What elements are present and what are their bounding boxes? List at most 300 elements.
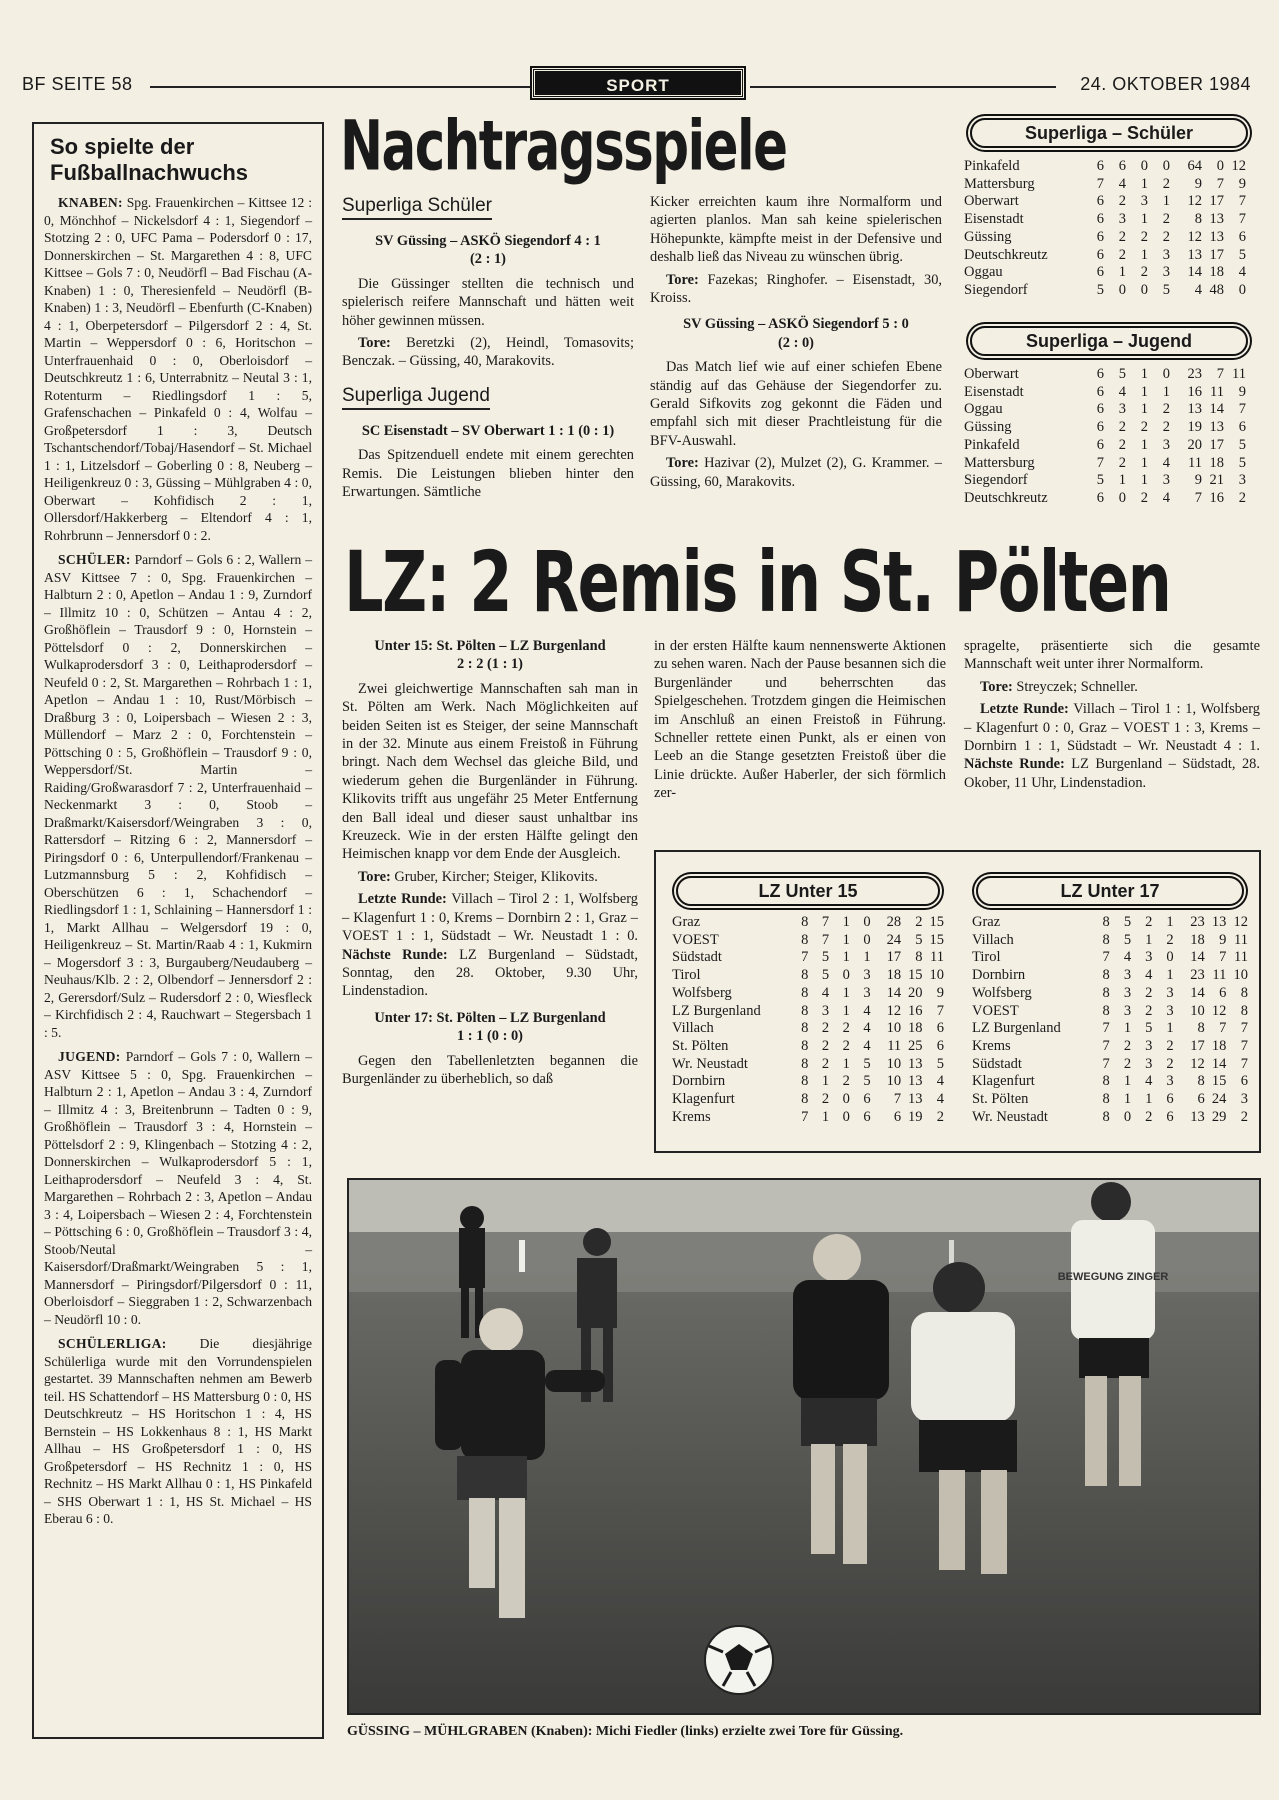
stat-cell: 9 <box>1194 175 1202 192</box>
stat-cell: 2 <box>1162 228 1170 245</box>
stat-cell: 6 <box>1096 264 1104 281</box>
match-report: in der ersten Hälfte kaum nennenswerte Aktionen zu sehen waren. Nach der Pause besannen sich die Burgenländer und beherrschten das Spielgeschehen. Trotzdem gingen die Heimischen im Anschluß an einen Freistoß in Führung. Schneller rettete einen Punkt, als er einen von Leeb an die Stange gesetzten Freistoß über die Linie drückte. Außer Haberler, der sich förmlich zer- <box>654 638 946 802</box>
stat-cell: 12 <box>1187 228 1202 245</box>
team-name: VOEST <box>972 1002 1019 1019</box>
stat-cell: 7 <box>1240 1020 1248 1037</box>
stat-cell: 7 <box>1102 1020 1110 1037</box>
stat-cell: 2 <box>1140 228 1148 245</box>
scorers-text: Gruber, Kircher; Steiger, Klikovits. <box>390 868 598 885</box>
stat-cell: 10 <box>1233 967 1248 984</box>
stat-cell: 0 <box>1166 949 1174 966</box>
photo-caption: GÜSSING – MÜHLGRABEN (Knaben): Michi Fiedler (links) erzielte zwei Tore für Güssing. <box>347 1724 904 1739</box>
stat-cell: 7 <box>1194 489 1202 506</box>
stat-cell: 1 <box>1145 1091 1153 1108</box>
stat-cell: 17 <box>1209 193 1224 210</box>
match-scorers <box>964 678 1260 696</box>
stat-cell: 6 <box>1118 158 1126 174</box>
stat-cell: 6 <box>1166 1108 1174 1125</box>
stat-cell: 13 <box>1187 401 1202 418</box>
stat-cell: 0 <box>842 967 850 984</box>
stat-cell: 1 <box>1140 401 1148 418</box>
table-row <box>964 264 1246 282</box>
stat-cell: 13 <box>1187 246 1202 263</box>
stat-cell: 2 <box>1123 1037 1132 1054</box>
stat-cell: 0 <box>1140 281 1148 298</box>
stat-cell: 4 <box>936 1091 944 1108</box>
stat-cell: 10 <box>886 1055 902 1072</box>
stat-cell: 0 <box>1140 158 1148 174</box>
stat-cell: 8 <box>801 1037 809 1054</box>
table-row <box>964 384 1246 402</box>
stat-cell: 10 <box>886 1020 902 1037</box>
stat-cell: 1 <box>1140 366 1148 382</box>
scorers-text: Hazivar (2), Mulzet (2), G. Krammer. – Güssing, 60, Marakovits. <box>650 455 942 490</box>
stat-cell: 0 <box>1216 158 1224 174</box>
team-name: VOEST <box>672 931 719 948</box>
stat-cell: 7 <box>1096 175 1104 192</box>
stat-cell: 6 <box>936 1020 944 1037</box>
stat-cell: 5 <box>863 1073 871 1090</box>
stat-cell: 4 <box>863 1037 871 1054</box>
stat-cell: 15 <box>929 931 944 948</box>
results-text: Parndorf – Gols 7 : 0, Wallern – ASV Kittsee 5 : 0, Spg. Frauenkirchen – Halbturn 2 : 1, Apetlon – Andau 3 : 4, Zurndorf – Illmitz 4 : 3, Breitenbrunn – Tadten 0 : 9, Großhöflein – Trausdorf 3 : 4, Hornstein – Pöttelsdorf 2 : 9, Klingenbach – Stotzing 4 : 2, Donnerskirchen – Wulkaprodersdorf 5 : 1, Leithaprodersdorf – Neufeld 3 : 4, St. Margarethen – Rohrbach 2 : 3, Apetlon – Andau 3 : 4, Loipersbach – Wiesen 2 : 4, Forchtenstein – Pöttsching 6 : 0, Großhöflein – Trausdorf 3 : 4, Stoob/Neutal – Kaisersdorf/Draßmarkt/Weingraben 5 : 1, Mannersdorf – Piringsdorf/Pilgersdorf 0 : 11, Oberloisdorf – Sieggraben 1 : 2, Schwarzenbach – Neudörfl 10 : 0. <box>44 1049 312 1327</box>
match-report: Das Match lief wie auf einer schiefen Ebene ständig auf das Gehäuse der Siegendorfer zu. Gerald Sifkovits zog gekonnt die Fäden und empfahl sich mit dieser Prachtleistung für die BFV-Auswahl. <box>650 359 942 449</box>
stat-cell: 6 <box>1096 158 1104 174</box>
stat-cell: 5 <box>863 1055 871 1072</box>
last-round <box>964 700 1260 792</box>
stat-cell: 17 <box>886 949 902 966</box>
youth-results-title: So spielte der Fußballnachwuchs <box>50 134 249 185</box>
stat-cell: 23 <box>1190 914 1205 930</box>
stat-cell: 13 <box>908 1055 923 1072</box>
table-row <box>964 229 1246 247</box>
stat-cell: 14 <box>886 984 902 1001</box>
stat-cell: 3 <box>1166 984 1174 1001</box>
stat-cell: 11 <box>1234 931 1248 948</box>
stat-cell: 9 <box>1194 472 1202 489</box>
stat-cell: 1 <box>842 931 850 948</box>
stat-cell: 2 <box>821 1055 830 1072</box>
stat-cell: 13 <box>1209 228 1224 245</box>
results-schueler <box>44 551 312 1041</box>
next-round-text: LZ Burgenland – Südstadt, Sonntag, den 28. Oktober, 9.30 Uhr, Lindenstadion. <box>342 946 638 1000</box>
match-report: spragelte, präsentierte sich die gesamte Mannschaft weit unter ihrer Normalform. <box>964 638 1260 673</box>
stat-cell: 7 <box>1238 193 1246 210</box>
stat-cell: 0 <box>1118 281 1126 298</box>
stat-cell: 1 <box>1166 914 1174 930</box>
results-lead: JUGEND: <box>58 1049 121 1064</box>
stat-cell: 2 <box>1145 1002 1153 1019</box>
stat-cell: 8 <box>801 984 809 1001</box>
standings-table <box>972 914 1248 1126</box>
stat-cell: 4 <box>936 1073 944 1090</box>
results-jugend <box>44 1048 312 1328</box>
stat-cell: 6 <box>1238 419 1246 436</box>
table-row <box>972 1073 1248 1091</box>
stat-cell: 11 <box>1234 949 1248 966</box>
stat-cell: 2 <box>1162 401 1170 418</box>
stat-cell: 7 <box>1219 1020 1227 1037</box>
stat-cell: 5 <box>1238 436 1246 453</box>
stat-cell: 8 <box>1102 984 1110 1001</box>
team-name: St. Pölten <box>972 1091 1029 1108</box>
standings-table <box>964 158 1246 300</box>
table-row <box>972 1056 1248 1074</box>
stat-cell: 1 <box>1123 1020 1132 1037</box>
header-rule-right <box>750 86 1056 88</box>
stat-cell: 6 <box>1096 211 1104 228</box>
stat-cell: 14 <box>1209 401 1224 418</box>
team-name: Siegendorf <box>964 281 1028 298</box>
stat-cell: 2 <box>1118 436 1126 453</box>
stat-cell: 2 <box>1238 489 1246 506</box>
stat-cell: 3 <box>1162 436 1170 453</box>
scorers-text: Fazekas; Ringhofer. – Eisenstadt, 30, Kroiss. <box>650 271 942 307</box>
team-name: Villach <box>672 1020 714 1037</box>
stat-cell: 6 <box>1096 436 1104 453</box>
photo-illustration <box>349 1180 1259 1713</box>
stat-cell: 18 <box>886 967 902 984</box>
stat-cell: 3 <box>1145 1037 1153 1054</box>
results-lead: SCHÜLERLIGA: <box>58 1336 167 1351</box>
stat-cell: 14 <box>1190 984 1205 1001</box>
stat-cell: 6 <box>1096 489 1104 506</box>
stat-cell: 23 <box>1190 967 1205 984</box>
table-row <box>672 1003 944 1021</box>
stat-cell: 2 <box>1140 419 1148 436</box>
standings-table <box>672 914 944 1126</box>
scorers-text: Streyczek; Schneller. <box>1012 678 1138 695</box>
team-name: Villach <box>972 931 1014 948</box>
team-name: Wolfsberg <box>972 984 1032 1001</box>
stat-cell: 2 <box>1162 419 1170 436</box>
shirt-print: BEWEGUNG ZINGER <box>1057 1271 1169 1283</box>
stat-cell: 1 <box>1123 1091 1132 1108</box>
stat-cell: 7 <box>1238 211 1246 228</box>
team-name: Wr. Neustadt <box>672 1055 748 1072</box>
superliga-jugend-table <box>964 326 1254 508</box>
table-title: Superliga – Schüler <box>970 118 1248 148</box>
stat-cell: 24 <box>1211 1091 1227 1108</box>
stat-cell: 10 <box>1190 1002 1205 1019</box>
headline-nachtragsspiele: Nachtragsspiele <box>340 105 787 187</box>
superliga-schueler-table <box>964 118 1254 300</box>
stat-cell: 2 <box>1145 984 1153 1001</box>
table-row <box>964 247 1246 265</box>
results-lead: KNABEN: <box>58 195 123 210</box>
stat-cell: 11 <box>887 1037 902 1054</box>
stat-cell: 17 <box>1209 246 1224 263</box>
lz-u15-table <box>672 876 944 1126</box>
stat-cell: 6 <box>1197 1091 1205 1108</box>
stat-cell: 5 <box>1096 472 1104 489</box>
stat-cell: 7 <box>1240 1037 1248 1054</box>
stat-cell: 8 <box>801 1091 809 1108</box>
next-round-text: LZ Burgenland – Südstadt, 28. Okober, 11 Uhr, Lindenstadion. <box>964 756 1260 791</box>
stat-cell: 8 <box>1197 1073 1205 1090</box>
stat-cell: 1 <box>1140 175 1148 192</box>
stat-cell: 4 <box>1118 383 1126 400</box>
stat-cell: 4 <box>1145 967 1153 984</box>
stat-cell: 1 <box>842 949 850 966</box>
stat-cell: 2 <box>842 1073 850 1090</box>
stat-cell: 6 <box>1096 383 1104 400</box>
next-round-label: Nächste Runde: <box>342 946 448 963</box>
table-row <box>972 967 1248 985</box>
team-name: Südstadt <box>972 1055 1022 1072</box>
stat-cell: 3 <box>1162 264 1170 281</box>
stat-cell: 15 <box>1211 1073 1227 1090</box>
stat-cell: 3 <box>1166 1073 1174 1090</box>
table-row <box>964 211 1246 229</box>
match-scorers <box>650 271 942 308</box>
stat-cell: 3 <box>863 984 871 1001</box>
stat-cell: 2 <box>821 1020 830 1037</box>
last-round-text: Villach – Tirol 1 : 1, Wolfsberg – Klagenfurt 0 : 0, Graz – VOEST 1 : 3, Krems – Dornbirn 1 : 1, Südstadt – Wr. Neustadt 4 : 1. <box>964 701 1260 755</box>
table-row <box>672 949 944 967</box>
stat-cell: 5 <box>1118 366 1126 382</box>
results-text: Spg. Frauenkirchen – Kittsee 12 : 0, Mönchhof – Nickelsdorf 4 : 1, Siegendorf – Stotzing 2 : 0, UFC Pama – Podersdorf 0 : 17, Donnerskirchen – St. Margarethen 4 : 8, UFC Kittsee – Gols 7 : 0, Neudörfl – Bad Fischau (A-Knaben) 1 : 0, Theresienfeld – Neudörfl (B-Knaben) 1 : 3, Neudörfl – Ebenfurth (C-Knaben) 4 : 1, Oberpetersdorf – Pilgersdorf 2 : 4, St. Martin – Weppersdorf 0 : 6, Horitschon – Unterfrauenhaid 0 : 0, Oberloisdorf – Deutschkreutz 1 : 6, Unterrabnitz – Neutal 3 : 1, Rotenturm – Riedlingsdorf 1 : 5, Grafenschachen – Pinkafeld 0 : 4, Wolfau – Großpetersdorf 1 : 3, Deutsch Tschantschendorf/Tobaj/Hasendorf – St. Michael 1 : 1, Litzelsdorf – Goberling 0 : 8, Neuberg – Heiligenkreuz 0 : 3, Güssing – Mühlgraben 4 : 0, Oberwart – Kohfidisch 2 : 1, Ollersdorf/Hakkerberg – Eltendorf 4 : 1, Rohrbrunn – Jennersdorf 0 : 2. <box>44 195 312 543</box>
stat-cell: 1 <box>1162 383 1170 400</box>
stat-cell: 2 <box>1118 228 1126 245</box>
scorers-label: Tore: <box>980 678 1013 695</box>
match-title: Unter 17: St. Pölten – LZ Burgenland <box>374 1009 606 1026</box>
stat-cell: 1 <box>842 1055 850 1072</box>
stat-cell: 18 <box>1209 454 1224 471</box>
stat-cell: 1 <box>842 1002 850 1019</box>
match-scorers <box>342 868 638 886</box>
table-row <box>972 914 1248 932</box>
stat-cell: 1 <box>821 1073 830 1090</box>
stat-cell: 8 <box>1197 1020 1205 1037</box>
team-name: Mattersburg <box>964 175 1035 192</box>
stat-cell: 3 <box>1140 193 1148 210</box>
stat-cell: 1 <box>1166 1020 1174 1037</box>
team-name: LZ Burgenland <box>672 1002 761 1019</box>
stat-cell: 8 <box>801 931 809 948</box>
team-name: Eisenstadt <box>964 211 1024 228</box>
stat-cell: 28 <box>886 914 902 930</box>
stat-cell: 19 <box>908 1108 923 1125</box>
table-title: LZ Unter 17 <box>976 876 1244 906</box>
stat-cell: 7 <box>801 949 809 966</box>
stat-cell: 5 <box>1123 914 1132 930</box>
stat-cell: 2 <box>936 1108 944 1125</box>
stat-cell: 8 <box>1240 984 1248 1001</box>
stat-cell: 16 <box>908 1002 923 1019</box>
team-name: Eisenstadt <box>964 383 1024 400</box>
team-name: Graz <box>972 914 1001 930</box>
stat-cell: 2 <box>842 1020 850 1037</box>
stat-cell: 1 <box>1140 383 1148 400</box>
lz-column-3 <box>964 637 1260 796</box>
stat-cell: 15 <box>908 967 923 984</box>
stat-cell: 3 <box>821 1002 830 1019</box>
stat-cell: 0 <box>1123 1108 1132 1125</box>
stat-cell: 7 <box>1219 949 1227 966</box>
table-row <box>972 932 1248 950</box>
table-row <box>964 472 1246 490</box>
stat-cell: 1 <box>1166 967 1174 984</box>
table-row <box>964 193 1246 211</box>
stat-cell: 8 <box>801 914 809 930</box>
match-score: 2 : 2 (1 : 1) <box>457 656 523 673</box>
stat-cell: 1 <box>1140 211 1148 228</box>
table-row <box>964 455 1246 473</box>
stat-cell: 5 <box>1238 246 1246 263</box>
stat-cell: 6 <box>1096 228 1104 245</box>
stat-cell: 3 <box>1123 967 1132 984</box>
table-row <box>972 985 1248 1003</box>
stat-cell: 6 <box>1096 193 1104 210</box>
stat-cell: 13 <box>1211 914 1227 930</box>
results-text: Parndorf – Gols 6 : 2, Wallern – ASV Kittsee 7 : 0, Spg. Frauenkirchen – Halbturn 2 : 0, Apetlon – Andau 1 : 9, Zurndorf – Illmitz 10 : 0, Schützen – Antau 4 : 2, Großhöflein – Trausdorf 9 : 0, Hornstein – Pöttelsdorf 0 : 2, Donnerskirchen – Wulkaprodersdorf 3 : 0, Leithaprodersdorf – Neufeld 0 : 2, St. Margarethen – Rohrbach 1 : 1, Apetlon – Andau 1 : 10, Rust/Mörbisch – Draßburg 3 : 0, Loipersbach – Wiesen 2 : 3, Müllendorf – Marz 2 : 0, Forchtenstein – Pöttsching 0 : 5, Großhöflein – Trausdorf 9 : 0, Weppersdorf/St. Martin – Raiding/Großwarasdorf 7 : 2, Unterfrauenhaid – Neckenmarkt 3 : 0, Stoob – Draßmarkt/Kaisersdorf/Weingraben 3 : 0, Rattersdorf – Ritzing 6 : 2, Mannersdorf – Piringsdorf 0 : 6, Unterpullendorf/Frankenau – Lutzmannsburg 5 : 2, Kohfidisch – Oberschützen 6 : 1, Schachendorf – Riedlingsdorf 1 : 1, Schlaining – Hannersdorf 1 : 1, Markt Allhau – Welgersdorf 19 : 0, Heiligenkreuz – St. Martin/Raab 4 : 1, Kukmirn – Mogersdorf 3 : 3, Burgauberg/Neudauberg – Neuhaus/Klb. 2 : 2, Olbendorf – Jennersdorf 2 : 2, Gerersdorf/Sulz – Rudersdorf 2 : 0, Wiesfleck – Kirchfidisch 2 : 4, Rauchwart – Stegersbach 1 : 5. <box>44 552 312 1040</box>
stat-cell: 64 <box>1187 158 1202 174</box>
team-name: Deutschkreutz <box>964 246 1048 263</box>
stat-cell: 3 <box>1145 949 1153 966</box>
stat-cell: 9 <box>1238 383 1246 400</box>
table-row <box>672 985 944 1003</box>
stat-cell: 3 <box>1123 984 1132 1001</box>
stat-cell: 9 <box>1219 931 1227 948</box>
match-report: Gegen den Tabellenletzten begannen die Burgenländer zu überheblich, so daß <box>342 1052 638 1087</box>
stat-cell: 7 <box>1216 366 1224 382</box>
stat-cell: 5 <box>1123 931 1132 948</box>
stat-cell: 18 <box>1209 264 1224 281</box>
stat-cell: 8 <box>915 949 923 966</box>
stat-cell: 23 <box>1187 366 1202 382</box>
stat-cell: 1 <box>863 949 871 966</box>
stat-cell: 5 <box>936 1055 944 1072</box>
stat-cell: 18 <box>908 1020 923 1037</box>
stat-cell: 1 <box>1118 264 1126 281</box>
match-report: Zwei gleichwertige Mannschaften sah man in St. Pölten am Werk. Nach Möglichkeiten auf beiden Seiten ist es Steiger, der seine Mannschaft in der 32. Minute aus einem Freistoß in Führung bringt. Nach dem Wechsel das gleiche Bild, und wiederum gehen die Burgenländer in Führung. Klikovits trifft aus ungefähr 25 Meter Entfernung den Ball ideal und dieser saust unhaltbar ins Kreuzeck. Wie in der ersten Hälfte gelingt den Heimischen knapp vor dem Ende der Ausgleich. <box>342 680 638 863</box>
stat-cell: 6 <box>1096 246 1104 263</box>
stat-cell: 13 <box>908 1073 923 1090</box>
table-row <box>672 1073 944 1091</box>
stat-cell: 1 <box>842 984 850 1001</box>
stat-cell: 9 <box>936 984 944 1001</box>
lz-column-1 <box>342 637 638 1092</box>
stat-cell: 0 <box>1118 489 1126 506</box>
team-name: Klagenfurt <box>972 1073 1035 1090</box>
stat-cell: 17 <box>1190 1037 1205 1054</box>
team-name: Wolfsberg <box>672 984 732 1001</box>
stat-cell: 5 <box>1238 454 1246 471</box>
stat-cell: 20 <box>1187 436 1202 453</box>
stat-cell: 5 <box>821 967 830 984</box>
stat-cell: 0 <box>863 931 871 948</box>
team-name: Deutschkreutz <box>964 489 1048 506</box>
table-row <box>672 1056 944 1074</box>
stat-cell: 2 <box>1145 1108 1153 1125</box>
stat-cell: 2 <box>915 914 923 930</box>
stat-cell: 1 <box>1118 472 1126 489</box>
table-row <box>672 1091 944 1109</box>
stat-cell: 24 <box>886 931 902 948</box>
stat-cell: 1 <box>821 1108 830 1125</box>
stat-cell: 3 <box>1238 472 1246 489</box>
stat-cell: 12 <box>1231 158 1246 174</box>
stat-cell: 4 <box>1162 454 1170 471</box>
stat-cell: 8 <box>801 1020 809 1037</box>
stat-cell: 7 <box>936 1002 944 1019</box>
stat-cell: 11 <box>930 949 944 966</box>
stat-cell: 7 <box>1102 1037 1110 1054</box>
match-score: 1 : 1 (0 : 0) <box>457 1028 523 1045</box>
scorers-label: Tore: <box>358 868 391 885</box>
stat-cell: 4 <box>821 984 830 1001</box>
team-name: Güssing <box>964 419 1012 436</box>
stat-cell: 1 <box>1145 931 1153 948</box>
stat-cell: 3 <box>1240 1091 1248 1108</box>
stat-cell: 11 <box>1210 383 1224 400</box>
table-row <box>964 366 1246 384</box>
stat-cell: 8 <box>1102 1108 1110 1125</box>
table-row <box>672 1038 944 1056</box>
stat-cell: 8 <box>1102 967 1110 984</box>
table-row <box>972 1020 1248 1038</box>
stat-cell: 2 <box>1162 211 1170 228</box>
table-title: Superliga – Jugend <box>970 326 1248 356</box>
stat-cell: 6 <box>1238 228 1246 245</box>
match-report: Die Güssinger stellten die technisch und spielerisch reifere Mannschaft und hätten weit höher gewinnen müssen. <box>342 275 634 329</box>
stat-cell: 8 <box>1102 931 1110 948</box>
stat-cell: 48 <box>1209 281 1224 298</box>
stat-cell: 12 <box>1233 914 1248 930</box>
team-name: Oberwart <box>964 193 1019 210</box>
stat-cell: 6 <box>863 1091 871 1108</box>
stat-cell: 2 <box>1145 914 1153 930</box>
stat-cell: 4 <box>863 1020 871 1037</box>
team-name: Klagenfurt <box>672 1091 735 1108</box>
stat-cell: 5 <box>915 931 923 948</box>
team-name: Mattersburg <box>964 454 1035 471</box>
team-name: Pinkafeld <box>964 436 1020 453</box>
table-row <box>972 1109 1248 1127</box>
stat-cell: 9 <box>1238 175 1246 192</box>
stat-cell: 14 <box>1211 1055 1227 1072</box>
stat-cell: 4 <box>1194 281 1202 298</box>
stat-cell: 16 <box>1187 383 1202 400</box>
stat-cell: 0 <box>1162 366 1170 382</box>
table-row <box>964 158 1246 176</box>
stat-cell: 11 <box>1232 366 1246 382</box>
stat-cell: 2 <box>1166 931 1174 948</box>
match-scorers <box>342 334 634 371</box>
stat-cell: 4 <box>1162 489 1170 506</box>
standings-table <box>964 366 1246 508</box>
match-title: SC Eisenstadt – SV Oberwart 1 : 1 (0 : 1) <box>361 422 615 439</box>
subhead-superliga-schueler: Superliga Schüler <box>342 195 492 220</box>
stat-cell: 25 <box>908 1037 923 1054</box>
stat-cell: 6 <box>1219 984 1227 1001</box>
stat-cell: 12 <box>1190 1055 1205 1072</box>
table-row <box>672 967 944 985</box>
stat-cell: 3 <box>1162 472 1170 489</box>
issue-date: 24. OKTOBER 1984 <box>1080 74 1251 94</box>
stat-cell: 8 <box>1102 914 1110 930</box>
stat-cell: 21 <box>1209 472 1224 489</box>
stat-cell: 6 <box>863 1108 871 1125</box>
team-name: Siegendorf <box>964 472 1028 489</box>
stat-cell: 7 <box>1216 175 1224 192</box>
stat-cell: 4 <box>1238 264 1246 281</box>
team-name: Oggau <box>964 401 1003 418</box>
stat-cell: 1 <box>1140 454 1148 471</box>
match-report: Das Spitzenduell endete mit einem gerechten Remis. Die Leistungen blieben hinter den Erwartungen. Sämtliche <box>342 447 634 501</box>
stat-cell: 6 <box>1096 419 1104 436</box>
